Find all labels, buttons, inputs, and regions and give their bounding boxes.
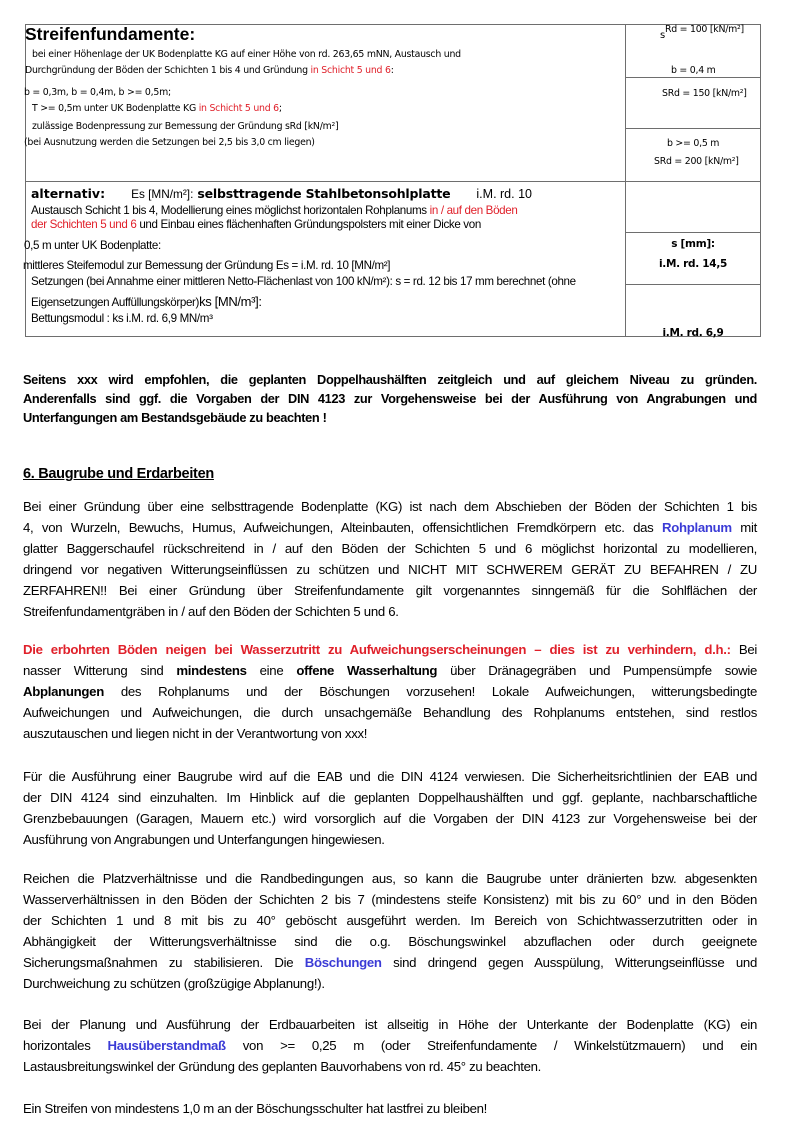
srd-200-value: SRd = 200 [kN/m²]: [654, 156, 739, 167]
alternative-subgrade-modulus: Bettungsmodul : ks i.M. rd. 6,9 MN/m³: [31, 312, 213, 325]
strip-foundation-line-2: Durchgründung der Böden der Schichten 1 bis 4 und Gründung in Schicht 5 und 6:: [25, 65, 394, 76]
strip-foundation-bearing-pressure: zulässige Bodenpressung zur Bemessung der Gründung sRd [kN/m²]: [32, 121, 339, 132]
paragraph-water-softening: Die erbohrten Böden neigen bei Wasserzutritt zu Aufweichungserscheinungen – dies ist zu verhindern, d.h.: Bei nasser Witterung sind mindestens eine offene Wasserhaltung über Dränagegräben und Pumpensümpfe sowie Abplanungen des Rohplanums und der Böschungen vorzusehen! Lokale Aufweichungen, witterungsbedingte Aufweichungen und Aufweichungen, die durch unsachgemäße Behandlung des Rohplanums entstehen, sind restlos auszutauschen und liegen nicht in der Verantwortung von xxx!: [23, 642, 757, 741]
section-heading: 6. Baugrube und Erdarbeiten: [23, 466, 214, 482]
settlement-unit-label: s [mm]:: [671, 238, 715, 250]
table-row-divider: [625, 232, 761, 233]
table-row-divider: [625, 77, 761, 78]
recommendation-line: Unterfangungen am Bestandsgebäude zu beachten !: [23, 410, 327, 425]
paragraph-load-free-strip: Ein Streifen von mindestens 1,0 m an der Böschungsschulter hat lastfrei zu bleiben!: [23, 1101, 488, 1116]
strip-foundation-depth: T >= 0,5m unter UK Bodenplatte KG in Schicht 5 und 6;: [32, 103, 282, 114]
subgrade-modulus-value: i.M. rd. 6,9: [662, 327, 724, 339]
strip-foundation-widths: b = 0,3m, b = 0,4m, b >= 0,5m;: [24, 87, 171, 98]
recommendation-paragraph: [23, 370, 757, 427]
alternative-line-3: 0,5 m unter UK Bodenplatte:: [24, 239, 161, 252]
alternative-header: alternativ: Es [MN/m²]: selbsttragende Stahlbetonsohlplatte i.M. rd. 10: [31, 186, 532, 201]
alternative-line-2: der Schichten 5 und 6 und Einbau eines flächenhaften Gründungspolsters mit einer Dicke von: [31, 218, 481, 231]
table-row-divider: [625, 284, 761, 285]
paragraph-excavation-standards: Für die Ausführung einer Baugrube wird auf die EAB und die DIN 4124 verwiesen. Die Sicherheitsrichtlinien der EAB und der DIN 4124 sind einzuhalten. Im Hinblick auf die geplanten Doppelhaushälften und ggf. geplante, nachbarschaftliche Grenzbebauungen (Garagen, Mauern etc.) wird vorsorglich auf die Vorgaben der DIN 4123 zur Vorgehensweise bei der Ausführung von Angrabungen und Unterfangungen hingewiesen.: [23, 769, 757, 847]
settlement-value: i.M. rd. 14,5: [658, 258, 728, 270]
alternative-settlement: Setzungen (bei Annahme einer mittleren Netto-Flächenlast von 100 kN/m²): s = rd. 12 bis 17 mm berechnet (ohne: [31, 275, 576, 288]
paragraph-subgrade: Bei einer Gründung über eine selbsttragende Bodenplatte (KG) ist nach dem Abschieben der Böden der Schichten 1 bis 4, von Wurzeln, Bewuchs, Humus, Aufweichungen, Alteinbauten, offensichtlichen Fremdkörpern etc. das Rohplanum mit glatter Baggerschaufel rückschreitend in / auf den Böden der Schichten 5 und 6 möglichst horizontal zu modellieren, dringend vor negativen Witterungseinflüssen zu schützen und NICHT MIT SCHWEREM GERÄT ZU BEFAHREN / ZU ZERFAHREN!! Bei einer Gründung über Streifenfundamente gilt vorgenanntes sinngemäß für die Sohlflächen der Streifenfundamentgräben in / auf den Böden der Schichten 5 und 6.: [23, 499, 757, 619]
width-04-value: b = 0,4 m: [671, 65, 716, 76]
paragraph-house-overhang: Bei der Planung und Ausführung der Erdbauarbeiten ist allseitig in Höhe der Unterkante der Bodenplatte (KG) ein horizontales Hausüberstandmaß von >= 0,25 m (oder Streifenfundamente / Winkelstützmauern) und ein Lastausbreitungswinkel der Gründung des geplanten Bauvorhabens von rd. 45° zu beachten.: [23, 1017, 758, 1074]
srd-100-value: sRd = 100 [kN/m²]: [660, 24, 744, 41]
width-05-value: b >= 0,5 m: [667, 138, 720, 149]
table-row-divider: [625, 128, 761, 129]
table-row-divider: [25, 181, 761, 182]
paragraph-slope-angles: Reichen die Platzverhältnisse und die Randbedingungen aus, so kann die Baugrube unter dränierten bzw. abgesenkten Wasserverhältnissen in den Böden der Schichten 2 bis 7 (mindestens steife Konsistenz) mit bis zu 60° und in den Böden der Schichten 1 und 8 mit bis zu 40° geböscht ausgeführt werden. Im Bereich von Schichtwasserzutritten oder in Abhängigkeit der Witterungsverhältnisse sind die o.g. Böschungswinkel abzuflachen oder durch geeignete Sicherungsmaßnahmen zu stabilisieren. Die Böschungen sind dringend gegen Ausspülung, Witterungseinflüsse und Durchweichung zu schützen (großzügige Abplanung!).: [23, 871, 757, 991]
alternative-stiffness-modulus: mittleres Steifemodul zur Bemessung der Gründung Es = i.M. rd. 10 [MN/m²]: [23, 259, 391, 272]
srd-150-value: SRd = 150 [kN/m²]: [662, 88, 747, 99]
strip-foundation-settlement-note: (bei Ausnutzung werden die Setzungen bei 2,5 bis 3,0 cm liegen): [24, 137, 315, 148]
recommendation-line: Anderenfalls sind ggf. die Vorgaben der DIN 4123 zur Vorgehensweise bei der Ausführung von Angrabungen und: [23, 391, 757, 406]
alternative-line-1: Austausch Schicht 1 bis 4, Modellierung eines möglichst horizontalen Rohplanums in / auf den Böden: [31, 204, 518, 217]
recommendation-line: Seitens xxx wird empfohlen, die geplanten Doppelhaushälften zeitgleich und auf gleichem Niveau zu gründen.: [23, 372, 757, 387]
strip-foundation-title: Streifenfundamente:: [25, 24, 196, 44]
strip-foundation-line-1: bei einer Höhenlage der UK Bodenplatte KG auf einer Höhe von rd. 263,65 mNN, Austausch und: [32, 49, 461, 60]
alternative-line-6: Eigensetzungen Auffüllungskörper)ks [MN/m³]:: [31, 294, 262, 309]
